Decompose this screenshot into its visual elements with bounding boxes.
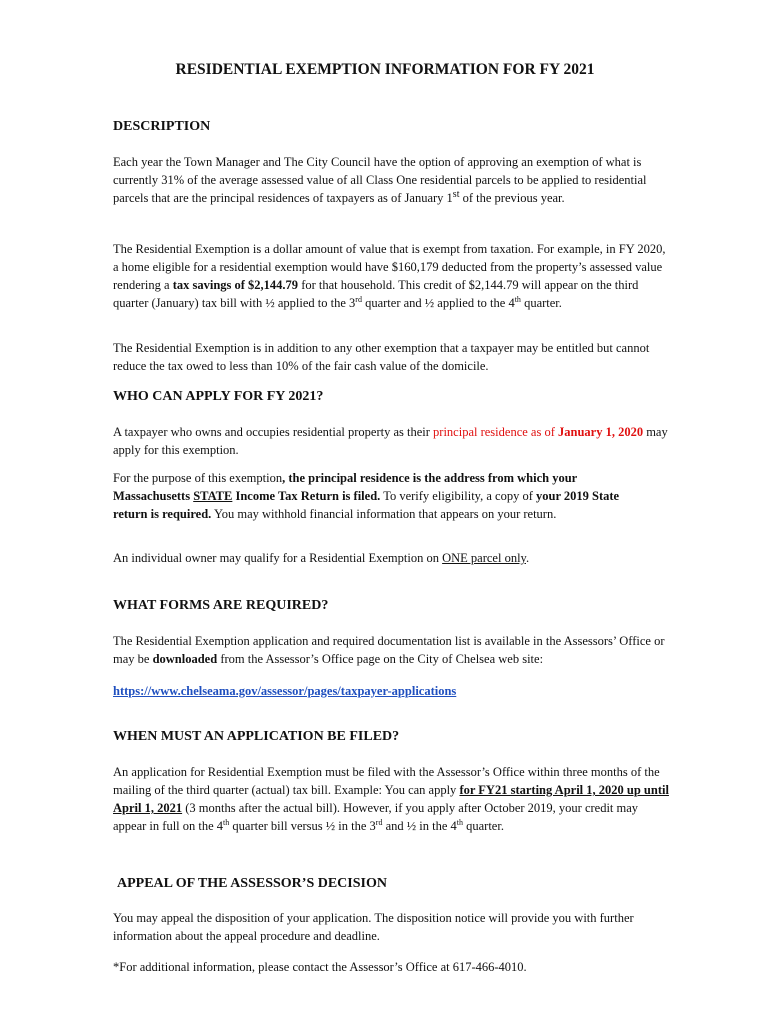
who-paragraph-2: For the purpose of this exemption, the principal residence is the address from which your Massachusetts STATE Income Tax Return is filed. To verify eligibility, a copy of your 2019 State return is required. You may withhold financial information that appears on your return.: [113, 471, 620, 521]
document-title: RESIDENTIAL EXEMPTION INFORMATION FOR FY 2021: [175, 61, 595, 78]
description-heading: DESCRIPTION: [113, 119, 211, 134]
appeal-heading: APPEAL OF THE ASSESSOR’S DECISION: [117, 876, 387, 891]
when-heading: WHEN MUST AN APPLICATION BE FILED?: [113, 729, 400, 744]
who-paragraph-1: A taxpayer who owns and occupies residential property as their principal residence as of January 1, 2020 may apply for this exemption.: [113, 425, 668, 457]
appeal-paragraph-1: You may appeal the disposition of your application. The disposition notice will provide you with further information about the appeal procedure and deadline.: [113, 911, 634, 943]
forms-paragraph-1: The Residential Exemption application and required documentation list is available in the Assessors’ Office or may be downloaded from the Assessor’s Office page on the City of Chelsea web site:: [113, 634, 665, 666]
taxpayer-applications-link[interactable]: https://www.chelseama.gov/assessor/pages/taxpayer-applications: [113, 684, 457, 698]
who-can-apply-heading: WHO CAN APPLY FOR FY 2021?: [113, 389, 324, 404]
contact-note: *For additional information, please contact the Assessor’s Office at 617-466-4010.: [113, 960, 527, 974]
who-paragraph-3: An individual owner may qualify for a Residential Exemption on ONE parcel only.: [113, 551, 530, 565]
description-paragraph-3: The Residential Exemption is in addition to any other exemption that a taxpayer may be entitled but cannot reduce the tax owed to less than 10% of the fair cash value of the domicile.: [113, 341, 650, 373]
description-paragraph-2: The Residential Exemption is a dollar amount of value that is exempt from taxation. For example, in FY 2020, a home eligible for a residential exemption would have $160,179 deducted from the property’s assessed value rendering a tax savings of $2,144.79 for that household. This credit of $2,144.79 will appear on the third quarter (January) tax bill with ½ applied to the 3rd quarter and ½ applied to the 4th quarter.: [113, 242, 666, 310]
description-paragraph-1: Each year the Town Manager and The City Council have the option of approving an exemption of what is currently 31% of the average assessed value of all Class One residential parcels to be applied to residential parcels that are the principal residences of taxpayers as of January 1st of the previous year.: [113, 155, 647, 205]
when-paragraph-1: An application for Residential Exemption must be filed with the Assessor’s Office within three months of the mailing of the third quarter (actual) tax bill. Example: You can apply for FY21 starting April 1, 2020 up until April 1, 2021 (3 months after the actual bill). However, if you apply after October 2019, your credit may appear in full on the 4th quarter bill versus ½ in the 3rd and ½ in the 4th quarter.: [113, 765, 669, 833]
forms-heading: WHAT FORMS ARE REQUIRED?: [113, 598, 329, 613]
